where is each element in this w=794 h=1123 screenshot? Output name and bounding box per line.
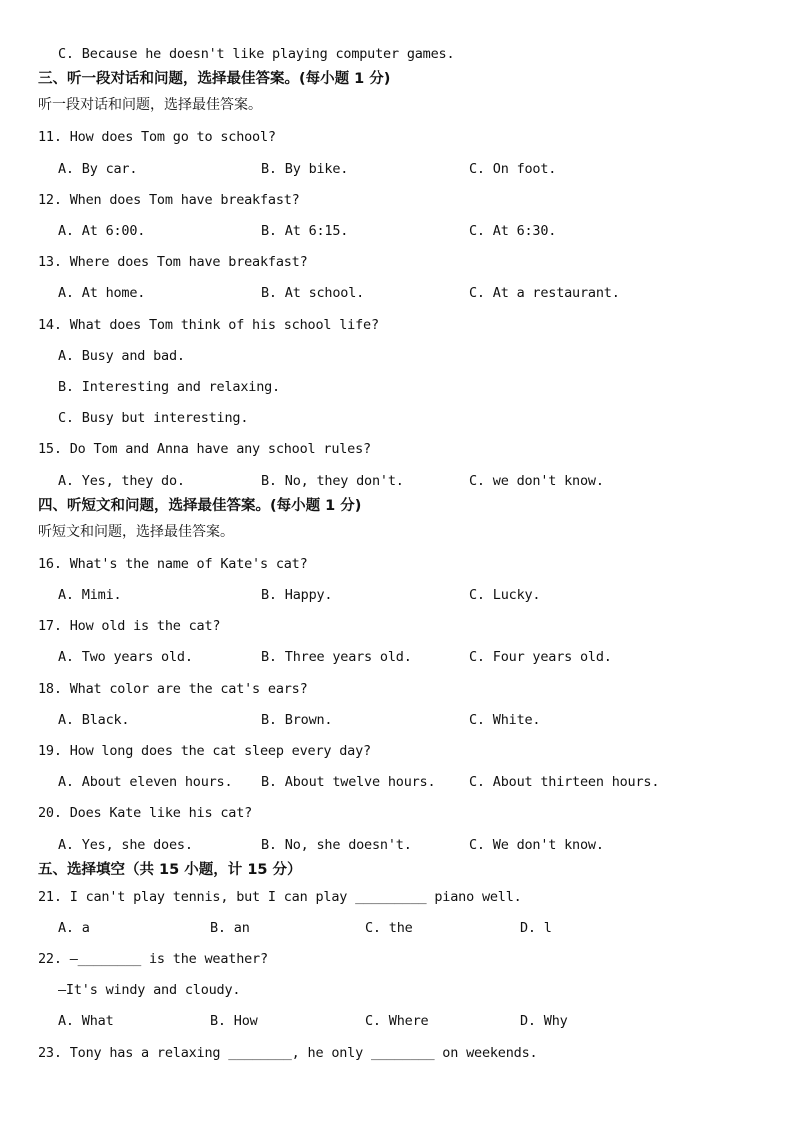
question-19: 19. How long does the cat sleep every day? bbox=[38, 743, 371, 759]
q16-option-a: A. Mimi. bbox=[58, 587, 122, 603]
q14-option-b: B. Interesting and relaxing. bbox=[58, 379, 280, 395]
q11-option-b: B. By bike. bbox=[261, 161, 349, 177]
q22-option-b: B. How bbox=[210, 1013, 258, 1029]
q21-option-a: A. a bbox=[58, 920, 90, 936]
q19-option-a: A. About eleven hours. bbox=[58, 774, 233, 790]
section-4-instructions: 听短文和问题，选择最佳答案。 bbox=[38, 524, 234, 540]
q19-option-b: B. About twelve hours. bbox=[261, 774, 436, 790]
q13-option-b: B. At school. bbox=[261, 285, 365, 301]
q16-option-c: C. Lucky. bbox=[469, 587, 541, 603]
q22-option-d: D. Why bbox=[520, 1013, 568, 1029]
question-17: 17. How old is the cat? bbox=[38, 618, 221, 634]
section-3-instructions: 听一段对话和问题，选择最佳答案。 bbox=[38, 97, 262, 113]
question-14: 14. What does Tom think of his school life? bbox=[38, 317, 379, 333]
section-5-title: 五、选择填空（共 15 小题，计 15 分） bbox=[38, 862, 302, 878]
question-23: 23. Tony has a relaxing ________, he only ________ on weekends. bbox=[38, 1045, 538, 1061]
q17-option-c: C. Four years old. bbox=[469, 649, 612, 665]
q13-option-c: C. At a restaurant. bbox=[469, 285, 620, 301]
question-18: 18. What color are the cat's ears? bbox=[38, 681, 308, 697]
q12-option-c: C. At 6:30. bbox=[469, 223, 557, 239]
q14-option-a: A. Busy and bad. bbox=[58, 348, 185, 364]
q17-option-b: B. Three years old. bbox=[261, 649, 412, 665]
q17-option-a: A. Two years old. bbox=[58, 649, 193, 665]
q21-option-b: B. an bbox=[210, 920, 250, 936]
q14-option-c: C. Busy but interesting. bbox=[58, 410, 249, 426]
q15-option-b: B. No, they don't. bbox=[261, 473, 404, 489]
question-16: 16. What's the name of Kate's cat? bbox=[38, 556, 308, 572]
q21-option-c: C. the bbox=[365, 920, 413, 936]
q13-option-a: A. At home. bbox=[58, 285, 146, 301]
q11-option-c: C. On foot. bbox=[469, 161, 557, 177]
q20-option-b: B. No, she doesn't. bbox=[261, 837, 412, 853]
q20-option-a: A. Yes, she does. bbox=[58, 837, 193, 853]
q22-reply: —It's windy and cloudy. bbox=[58, 982, 241, 998]
question-13: 13. Where does Tom have breakfast? bbox=[38, 254, 308, 270]
question-20: 20. Does Kate like his cat? bbox=[38, 805, 253, 821]
question-15: 15. Do Tom and Anna have any school rules? bbox=[38, 441, 371, 457]
q15-option-a: A. Yes, they do. bbox=[58, 473, 185, 489]
question-12: 12. When does Tom have breakfast? bbox=[38, 192, 300, 208]
q15-option-c: C. we don't know. bbox=[469, 473, 604, 489]
q21-option-d: D. l bbox=[520, 920, 552, 936]
q16-option-b: B. Happy. bbox=[261, 587, 333, 603]
section-3-title: 三、听一段对话和问题，选择最佳答案。(每小题 1 分) bbox=[38, 71, 391, 87]
q22-option-c: C. Where bbox=[365, 1013, 429, 1029]
question-22: 22. —________ is the weather? bbox=[38, 951, 268, 967]
q10-option-c: C. Because he doesn't like playing computer games. bbox=[58, 46, 455, 62]
q11-option-a: A. By car. bbox=[58, 161, 138, 177]
q19-option-c: C. About thirteen hours. bbox=[469, 774, 660, 790]
q12-option-a: A. At 6:00. bbox=[58, 223, 146, 239]
question-11: 11. How does Tom go to school? bbox=[38, 129, 276, 145]
q18-option-b: B. Brown. bbox=[261, 712, 333, 728]
section-4-title: 四、听短文和问题，选择最佳答案。(每小题 1 分) bbox=[38, 498, 362, 514]
q22-option-a: A. What bbox=[58, 1013, 114, 1029]
q20-option-c: C. We don't know. bbox=[469, 837, 604, 853]
q18-option-c: C. White. bbox=[469, 712, 541, 728]
q12-option-b: B. At 6:15. bbox=[261, 223, 349, 239]
question-21: 21. I can't play tennis, but I can play _________ piano well. bbox=[38, 889, 522, 905]
q18-option-a: A. Black. bbox=[58, 712, 130, 728]
